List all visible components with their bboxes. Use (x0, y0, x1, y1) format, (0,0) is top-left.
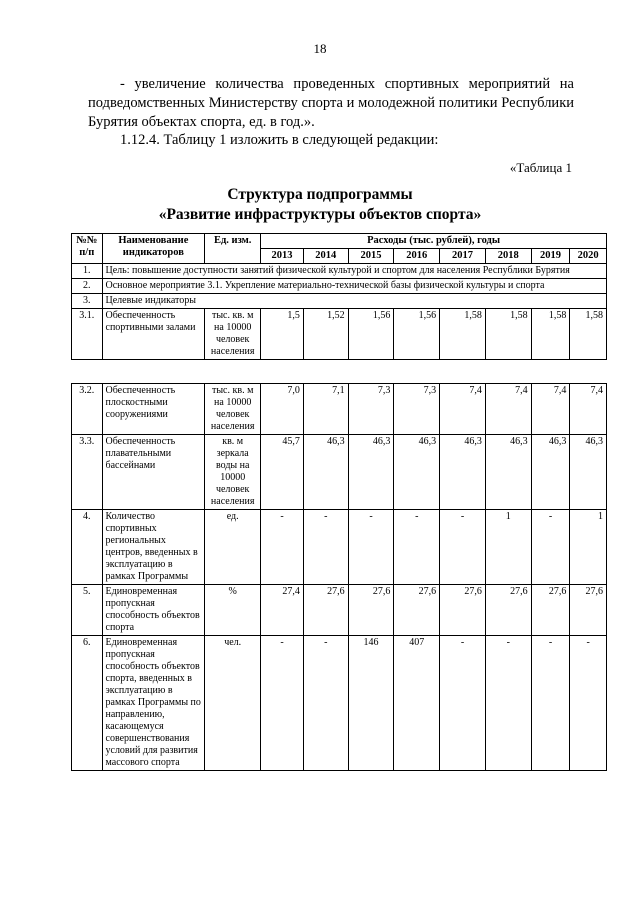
row-target-indicators: Целевые индикаторы (102, 294, 607, 309)
header-year: 2020 (570, 249, 607, 264)
row-value: - (440, 510, 486, 585)
header-year: 2015 (348, 249, 394, 264)
indicators-table-part-1 (71, 233, 607, 360)
row-value: 27,6 (348, 585, 394, 636)
row-value: 1,58 (531, 309, 570, 360)
row-value: 27,4 (261, 585, 304, 636)
row-name: Обеспеченность плавательными бассейнами (102, 435, 205, 510)
table-row (72, 510, 607, 585)
row-unit: % (205, 585, 261, 636)
table-row (72, 384, 607, 435)
row-value: 7,1 (303, 384, 348, 435)
row-value: - (570, 636, 607, 771)
row-unit: ед. (205, 510, 261, 585)
row-num: 3.3. (72, 435, 103, 510)
header-year: 2017 (440, 249, 486, 264)
intro-paragraph: - увеличение количества проведенных спортивных мероприятий на подведомственных Министерству спорта и молодежной политики Республики Бурятия объектах спорта, ед. в год.». (88, 76, 574, 130)
table-reference: «Таблица 1 (509, 160, 572, 175)
row-value: 46,3 (394, 435, 440, 510)
row-value: 7,4 (440, 384, 486, 435)
row-value: 1,58 (440, 309, 486, 360)
row-value: 1,56 (348, 309, 394, 360)
row-value: - (261, 510, 304, 585)
row-value: 1,52 (303, 309, 348, 360)
header-year: 2018 (485, 249, 531, 264)
title-line-2: «Развитие инфраструктуры объектов спорта» (158, 206, 482, 223)
row-value: - (394, 510, 440, 585)
indicators-table-part-2 (71, 383, 607, 771)
row-num: 6. (72, 636, 103, 771)
row-value: - (303, 510, 348, 585)
row-num: 2. (72, 279, 103, 294)
header-year: 2016 (394, 249, 440, 264)
table-row (72, 294, 607, 309)
table-row (72, 435, 607, 510)
row-value: 27,6 (394, 585, 440, 636)
row-name: Обеспеченность спортивными залами (102, 309, 205, 360)
header-unit: Ед. изм. (205, 234, 261, 264)
row-value: - (531, 510, 570, 585)
row-value: 27,6 (570, 585, 607, 636)
row-main-activity: Основное мероприятие 3.1. Укрепление материально-технической базы физической культуры и спорта (102, 279, 607, 294)
row-name: Единовременная пропускная способность объектов спорта (102, 585, 205, 636)
row-value: 146 (348, 636, 394, 771)
header-year: 2019 (531, 249, 570, 264)
row-goal: Цель: повышение доступности занятий физической культурой и спортом для населения Республики Бурятия (102, 264, 607, 279)
row-value: 7,3 (348, 384, 394, 435)
header-name: Наименование индикаторов (102, 234, 205, 264)
row-unit: тыс. кв. м на 10000 человек населения (205, 384, 261, 435)
row-value: 46,3 (531, 435, 570, 510)
row-value: 46,3 (570, 435, 607, 510)
table-row (72, 264, 607, 279)
row-value: 27,6 (303, 585, 348, 636)
table-header-row (72, 234, 607, 249)
table-row (72, 309, 607, 360)
row-value: 27,6 (485, 585, 531, 636)
row-num: 4. (72, 510, 103, 585)
table-row (72, 585, 607, 636)
row-value: 27,6 (531, 585, 570, 636)
row-value: 7,4 (570, 384, 607, 435)
instruction-paragraph: 1.12.4. Таблицу 1 изложить в следующей редакции: (120, 132, 439, 148)
row-value: 1,58 (485, 309, 531, 360)
row-num: 3.2. (72, 384, 103, 435)
row-value: 1 (485, 510, 531, 585)
row-num: 3.1. (72, 309, 103, 360)
row-name: Единовременная пропускная способность объектов спорта, введенных в эксплуатацию в рамках Программы по направлению, касающемуся совершенствования условий для развития массового спорта (102, 636, 205, 771)
row-unit: тыс. кв. м на 10000 человек населения (205, 309, 261, 360)
row-value: 7,0 (261, 384, 304, 435)
row-value: 45,7 (261, 435, 304, 510)
row-value: 407 (394, 636, 440, 771)
row-value: 46,3 (485, 435, 531, 510)
row-name: Количество спортивных региональных центров, введенных в эксплуатацию в рамках Программы (102, 510, 205, 585)
row-value: - (261, 636, 304, 771)
row-value: 7,4 (531, 384, 570, 435)
row-value: 1,58 (570, 309, 607, 360)
header-num: №№ п/п (72, 234, 103, 264)
row-value: - (348, 510, 394, 585)
row-value: 7,3 (394, 384, 440, 435)
row-value: 46,3 (440, 435, 486, 510)
row-value: - (440, 636, 486, 771)
row-num: 5. (72, 585, 103, 636)
table-title (0, 185, 640, 225)
row-value: 27,6 (440, 585, 486, 636)
row-value: 1 (570, 510, 607, 585)
table-row (72, 279, 607, 294)
row-value: 46,3 (348, 435, 394, 510)
table-row (72, 636, 607, 771)
header-expenses: Расходы (тыс. рублей), годы (261, 234, 607, 249)
row-unit: чел. (205, 636, 261, 771)
row-value: 7,4 (485, 384, 531, 435)
header-year: 2013 (261, 249, 304, 264)
row-value: 1,5 (261, 309, 304, 360)
row-value: 46,3 (303, 435, 348, 510)
page-number: 18 (313, 41, 327, 56)
row-unit: кв. м зеркала воды на 10000 человек населения (205, 435, 261, 510)
row-value: - (303, 636, 348, 771)
row-name: Обеспеченность плоскостными сооружениями (102, 384, 205, 435)
row-value: - (531, 636, 570, 771)
row-value: 1,56 (394, 309, 440, 360)
row-value: - (485, 636, 531, 771)
row-num: 3. (72, 294, 103, 309)
row-num: 1. (72, 264, 103, 279)
header-year: 2014 (303, 249, 348, 264)
title-line-1: Структура подпрограммы (227, 186, 413, 203)
